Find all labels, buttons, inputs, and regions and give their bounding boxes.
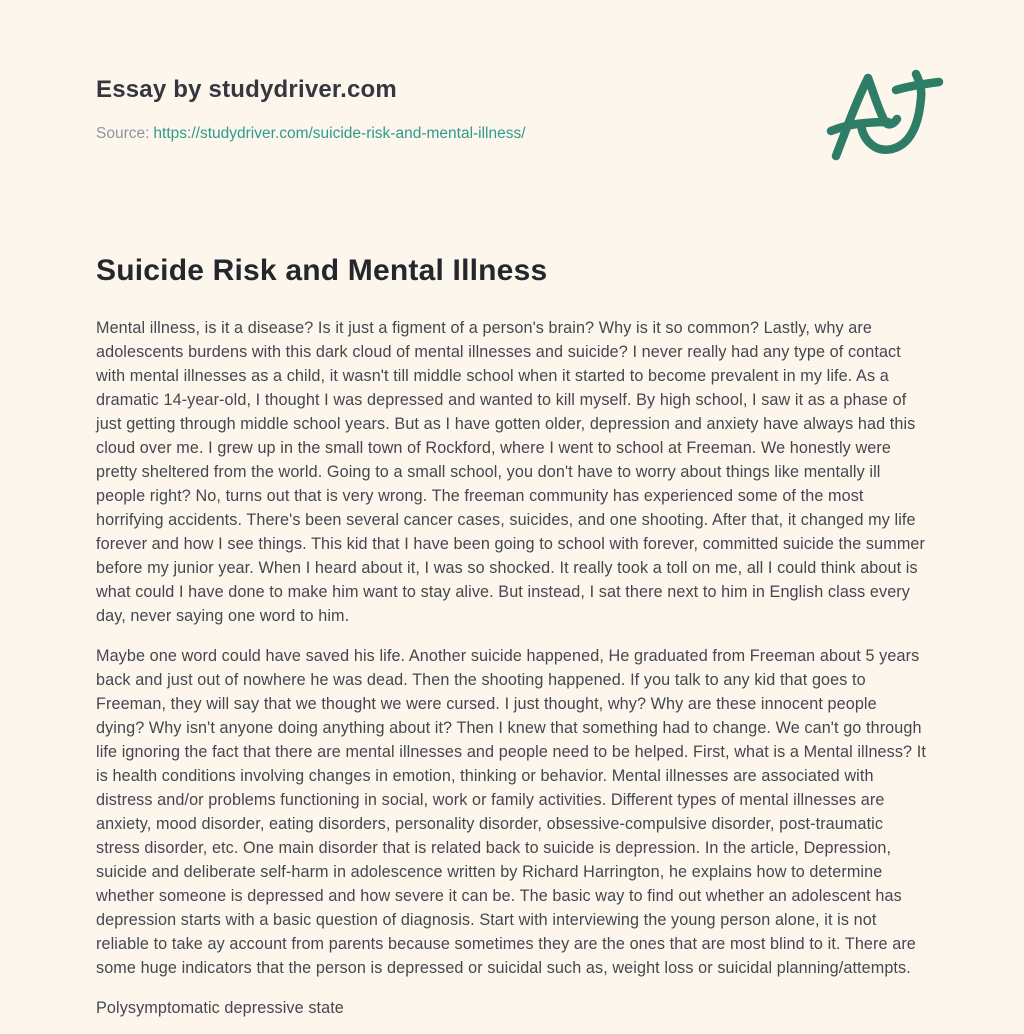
page-header (96, 76, 928, 143)
source-line (96, 125, 928, 143)
essay-paragraph: Mental illness, is it a disease? Is it just a figment of a person's brain? Why is it so common? Lastly, why are adolescents burdens with this dark cloud of mental illnesses and suicide? I never really had any type of contact with mental illnesses as a child, it wasn't till middle school when it started to become prevalent in my life. As a dramatic 14-year-old, I thought I was depressed and wanted to kill myself. By high school, I saw it as a phase of just getting through middle school years. But as I have gotten older, depression and anxiety have always had this cloud over me. I grew up in the small town of Rockford, where I went to school at Freeman. We honestly were pretty sheltered from the world. Going to a small school, you don't have to worry about things like mentally ill people right? No, turns out that is very wrong. The freeman community has experienced some of the most horrifying accidents. There's been several cancer cases, suicides, and one shooting. After that, it changed my life forever and how I see things. This kid that I have been going to school with forever, committed suicide the summer before my junior year. When I heard about it, I was so shocked. It really took a toll on me, all I could think about is what could I have done to make him want to stay alive. But instead, I sat there next to him in English class every day, never saying one word to him. (96, 319, 925, 625)
document-title: Suicide Risk and Mental Illness (96, 254, 548, 287)
source-url-link[interactable]: https://studydriver.com/suicide-risk-and-mental-illness/ (153, 125, 526, 142)
essay-subheading-line: Polysymptomatic depressive state (96, 999, 344, 1017)
essay-body (96, 316, 928, 1020)
essay-paragraph: Maybe one word could have saved his life. Another suicide happened, He graduated from Freeman about 5 years back and just out of nowhere he was dead. Then the shooting happened. If you talk to any kid that goes to Freeman, they will say that we thought we were cursed. I just thought, why? Why are these innocent people dying? Why isn't anyone doing anything about it? Then I knew that something had to change. We can't go through life ignoring the fact that there are mental illnesses and people need to be helped. First, what is a Mental illness? It is health conditions involving changes in emotion, thinking or behavior. Mental illnesses are associated with distress and/or problems functioning in social, work or family activities. Different types of mental illnesses are anxiety, mood disorder, eating disorders, personality disorder, obsessive-compulsive disorder, post-traumatic stress disorder, etc. One main disorder that is related back to suicide is depression. In the article, Depression, suicide and deliberate self-harm in adolescence written by Richard Harrington, he explains how to determine whether someone is depressed and how severe it can be. The basic way to find out whether an adolescent has depression starts with a basic question of diagnosis. Start with interviewing the young person alone, it is not reliable to take ay account from parents because sometimes they are the ones that are most blind to it. There are some huge indicators that the person is depressed or suicidal such as, weight loss or suicidal planning/attempts. (96, 647, 926, 977)
source-label: Source: (96, 125, 150, 142)
a-plus-logo-icon (816, 66, 956, 166)
essay-by-heading: Essay by studydriver.com (96, 76, 397, 103)
